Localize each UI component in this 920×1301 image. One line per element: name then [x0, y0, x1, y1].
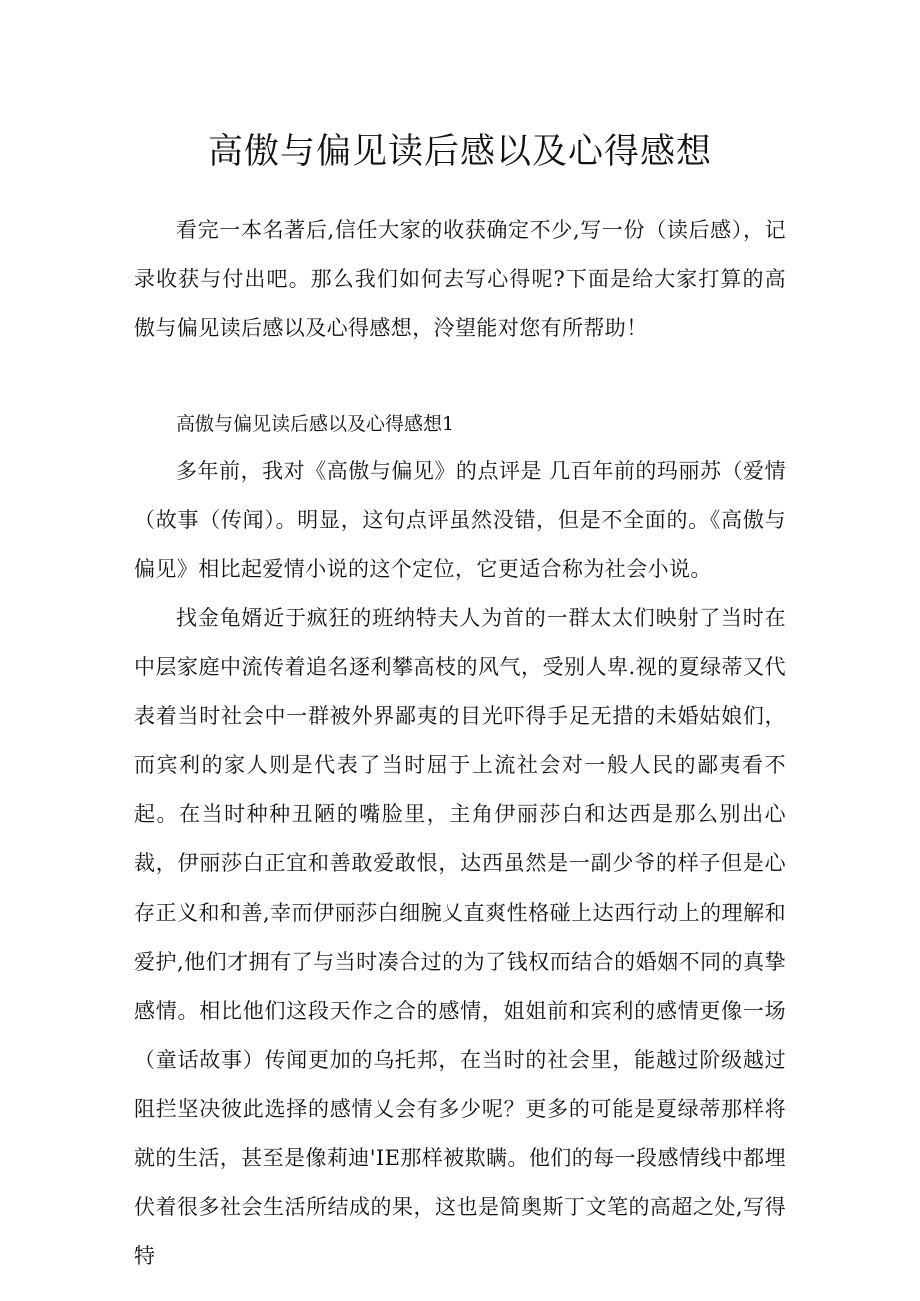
body-paragraph-2: 找金龟婿近于疯狂的班纳特夫人为首的一群太太们映射了当时在中层家庭中流传着追名逐利攀高枝的风气，受别人卑.视的夏绿蒂又代表着当时社会中一群被外界鄙夷的目光吓得手足无措的未婚姑娘们，而宾利的家人则是代表了当时屈于上流社会对一般人民的鄙夷看不起。在当时种种丑陋的嘴脸里，主角伊丽莎白和达西是那么别出心裁，伊丽莎白正宜和善敢爱敢恨，达西虽然是一副少爷的样子但是心存正义和和善,幸而伊丽莎白细腕乂直爽性格碰上达西行动上的理解和爱护,他们才拥有了与当时凑合过的为了钱权而结合的婚姻不同的真挚感情。相比他们这段天作之合的感情，姐姐前和宾利的感情更像一场（童话故事）传闻更加的乌托邦，在当时的社会里，能越过阶级越过阻拦坚决彼此选择的感情乂会有多少呢？更多的可能是夏绿蒂那样将就的生活，甚至是像莉迪'IE那样被欺瞒。他们的每一段感情线中都埋伏着很多社会生活所结成的果，这也是简奥斯丁文笔的高超之处,写得特 [134, 606, 786, 1269]
intro-paragraph: 看完一本名著后,信任大家的收获确定不少,写一份（读后感），记录收获与付出吧。那么我们如何去写心得呢?下面是给大家打算的高傲与偏见读后感以及心得感想，泠望能对您有所帮助！ [134, 218, 786, 341]
page-title: 高傲与偏见读后感以及心得感想 [207, 132, 712, 172]
body-paragraph-1: 多年前，我对《高傲与偏见》的点评是 几百年前的玛丽苏（爱情（故事（传闻）。明显，这句点评虽然没错，但是不全面的。《高傲与偏见》相比起爱情小说的这个定位，它更适合称为社会小说。 [134, 459, 786, 582]
section-heading: 高傲与偏见读后感以及心得感想1 [176, 413, 455, 435]
